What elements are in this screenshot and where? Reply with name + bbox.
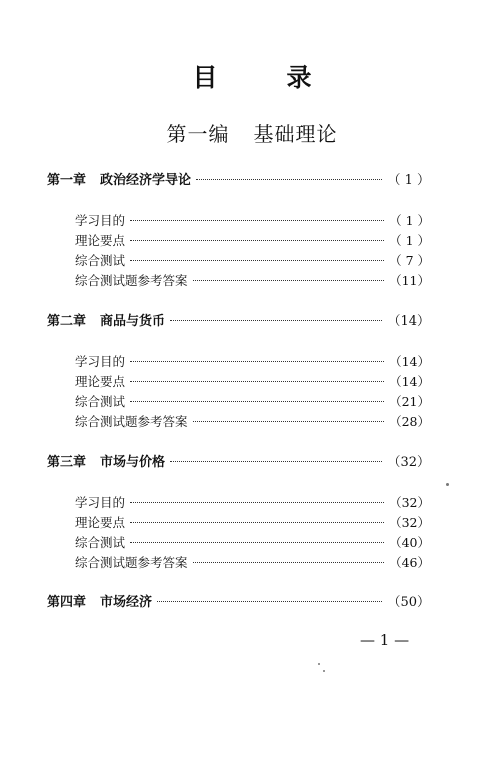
section-title: 综合测试题参考答案 bbox=[75, 555, 188, 570]
section-page-number: （28） bbox=[389, 414, 430, 429]
toc-chapter-row[interactable] bbox=[47, 313, 430, 331]
toc-section-row[interactable] bbox=[75, 393, 430, 411]
dot-leader bbox=[130, 542, 384, 543]
dot-leader bbox=[157, 601, 382, 602]
section-page-number: （32） bbox=[389, 515, 430, 530]
dot-leader bbox=[196, 179, 382, 180]
section-title: 综合测试 bbox=[75, 535, 126, 550]
dot-leader bbox=[170, 461, 382, 462]
chapter-page-number: （32） bbox=[387, 455, 430, 470]
toc-section-row[interactable] bbox=[75, 353, 430, 371]
dot-leader bbox=[130, 502, 384, 503]
dot-leader bbox=[193, 421, 385, 422]
chapter-title: 市场经济 bbox=[100, 595, 153, 610]
section-title: 综合测试 bbox=[75, 394, 126, 409]
scan-speck bbox=[323, 670, 325, 672]
dot-leader bbox=[130, 240, 384, 241]
page-title: 目 录 bbox=[192, 63, 334, 92]
section-title: 学习目的 bbox=[75, 354, 126, 369]
scan-speck bbox=[318, 663, 320, 665]
section-page-number: （32） bbox=[389, 495, 430, 510]
section-title: 理论要点 bbox=[75, 374, 126, 389]
section-title: 学习目的 bbox=[75, 495, 126, 510]
chapter-number: 第二章 bbox=[47, 314, 87, 329]
dot-leader bbox=[193, 562, 385, 563]
toc-section-row[interactable] bbox=[75, 212, 430, 230]
chapter-page-number: （50） bbox=[387, 595, 430, 610]
section-title: 综合测试题参考答案 bbox=[75, 414, 188, 429]
section-title: 理论要点 bbox=[75, 233, 126, 248]
dot-leader bbox=[193, 280, 385, 281]
toc-section-row[interactable] bbox=[75, 514, 430, 532]
section-page-number: （14） bbox=[389, 354, 430, 369]
dot-leader bbox=[130, 401, 384, 402]
scan-speck bbox=[446, 483, 449, 486]
dot-leader bbox=[130, 381, 384, 382]
section-page-number: （46） bbox=[389, 555, 430, 570]
section-title: 理论要点 bbox=[75, 515, 126, 530]
dot-leader bbox=[170, 320, 382, 321]
toc-section-row[interactable] bbox=[75, 554, 430, 572]
chapter-title: 市场与价格 bbox=[100, 455, 166, 470]
section-page-number: （21） bbox=[389, 394, 430, 409]
toc-section-row[interactable] bbox=[75, 232, 430, 250]
dot-leader bbox=[130, 260, 384, 261]
toc-section-row[interactable] bbox=[75, 373, 430, 391]
chapter-title: 政治经济学导论 bbox=[100, 173, 192, 188]
section-page-number: （14） bbox=[389, 374, 430, 389]
chapter-page-number: （ 1 ） bbox=[387, 173, 430, 188]
part-name: 基础理论 bbox=[253, 122, 338, 146]
toc-chapter-row[interactable] bbox=[47, 594, 430, 612]
section-page-number: （ 7 ） bbox=[389, 253, 430, 268]
chapter-number: 第三章 bbox=[47, 455, 87, 470]
section-title: 综合测试 bbox=[75, 253, 126, 268]
chapter-number: 第一章 bbox=[47, 173, 87, 188]
chapter-page-number: （14） bbox=[387, 314, 430, 329]
section-title: 综合测试题参考答案 bbox=[75, 273, 188, 288]
toc-chapter-row[interactable] bbox=[47, 172, 430, 190]
chapter-title: 商品与货币 bbox=[100, 314, 166, 329]
dot-leader bbox=[130, 361, 384, 362]
page-number: — 1 — bbox=[360, 631, 410, 649]
toc-section-row[interactable] bbox=[75, 494, 430, 512]
toc-section-row[interactable] bbox=[75, 252, 430, 270]
toc-section-row[interactable] bbox=[75, 272, 430, 290]
toc-chapter-row[interactable] bbox=[47, 454, 430, 472]
section-title: 学习目的 bbox=[75, 213, 126, 228]
toc-section-row[interactable] bbox=[75, 413, 430, 431]
toc-section-row[interactable] bbox=[75, 534, 430, 552]
dot-leader bbox=[130, 522, 384, 523]
section-page-number: （ 1 ） bbox=[389, 213, 430, 228]
chapter-number: 第四章 bbox=[47, 595, 87, 610]
section-page-number: （ 1 ） bbox=[389, 233, 430, 248]
section-page-number: （11） bbox=[389, 273, 430, 288]
part-label: 第一编 bbox=[166, 122, 230, 146]
dot-leader bbox=[130, 220, 384, 221]
section-page-number: （40） bbox=[389, 535, 430, 550]
